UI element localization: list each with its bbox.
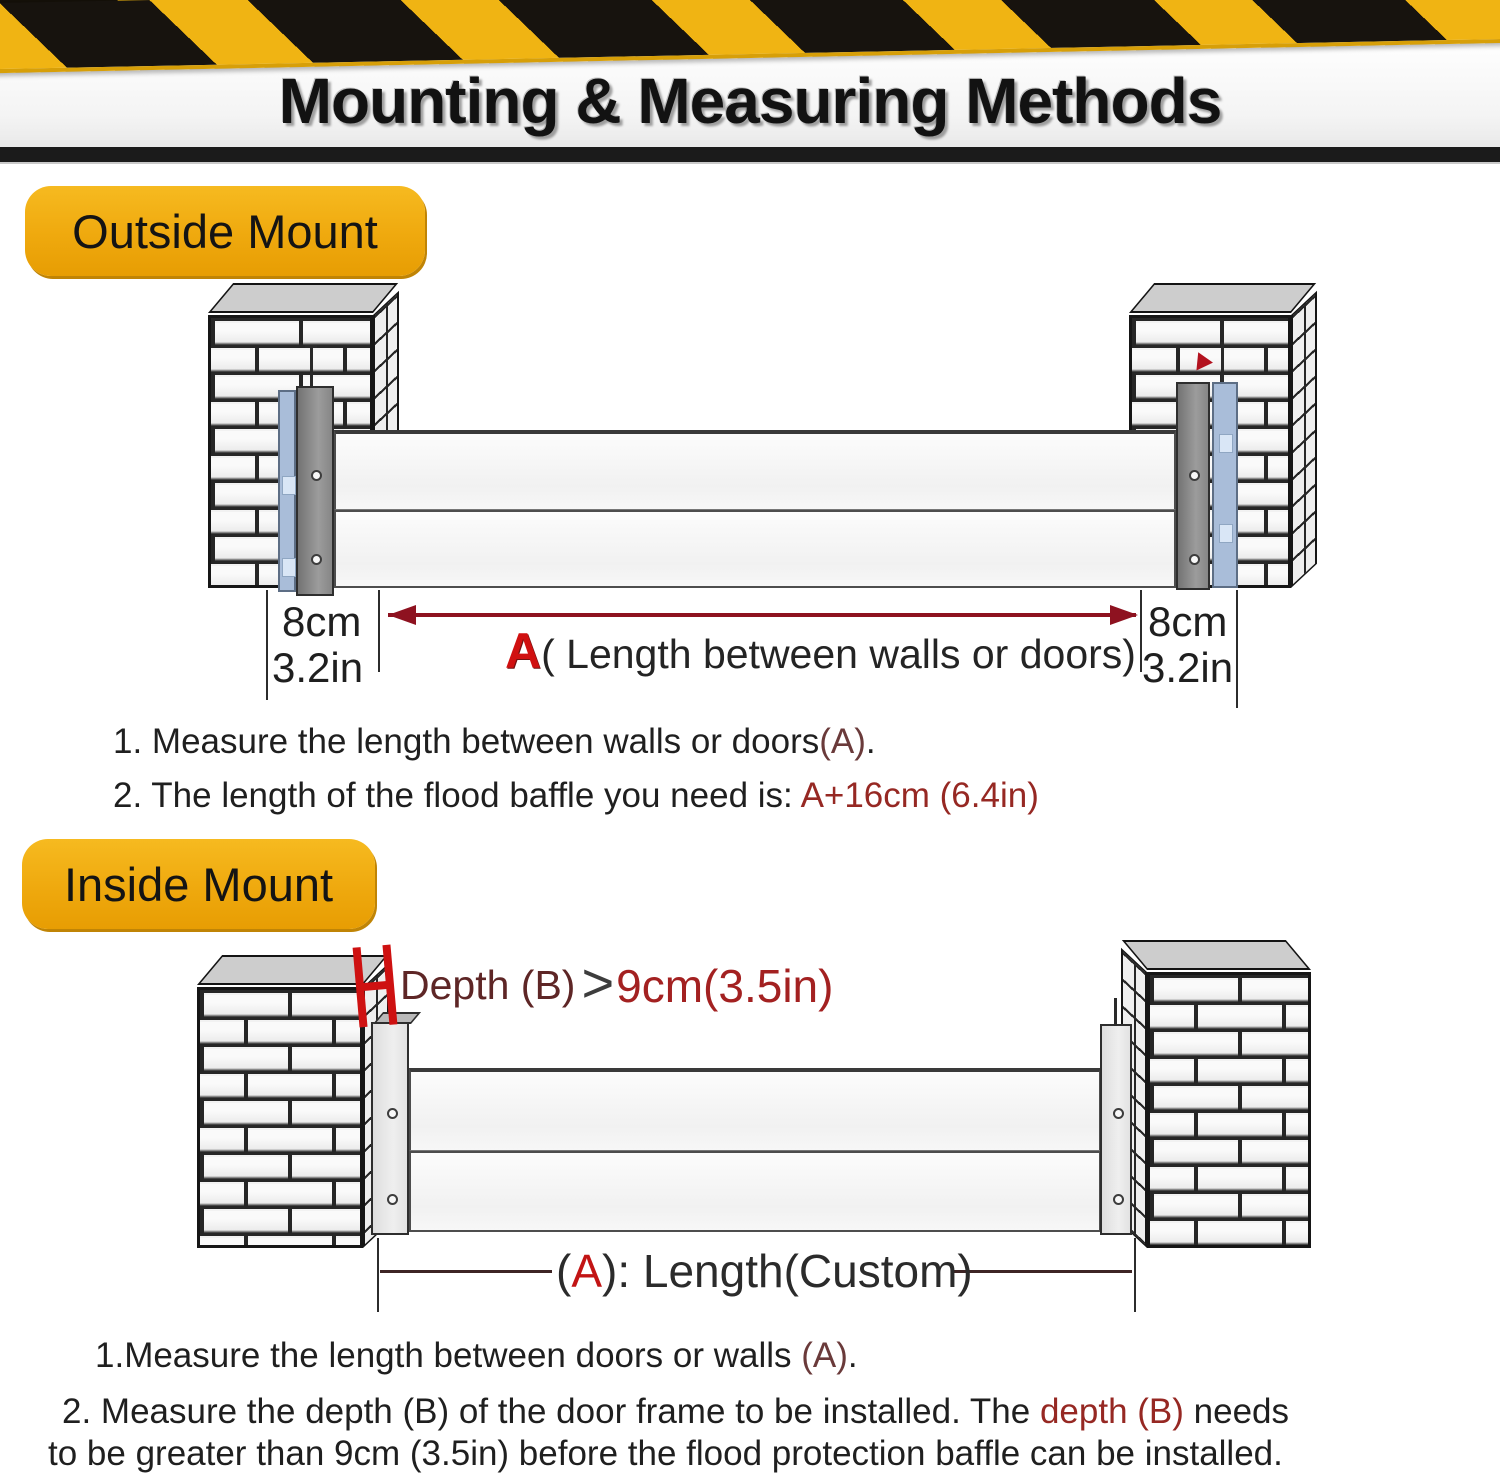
- inside-mount-badge-label: Inside Mount: [63, 857, 334, 911]
- paren: (: [556, 1245, 572, 1297]
- step-text: 2. Measure the depth (B) of the door frame to be installed. The: [62, 1392, 1040, 1431]
- outside-step-1: [113, 722, 876, 762]
- strip-mark: [282, 558, 296, 577]
- length-caption: ): Length(Custom): [602, 1245, 973, 1297]
- step-text: 1.Measure the length between doors or walls: [95, 1336, 802, 1375]
- greater-than-sign: >: [581, 951, 615, 1014]
- page-title: Mounting & Measuring Methods: [278, 65, 1222, 137]
- screw-hole: [1189, 554, 1200, 565]
- screw-hole: [1113, 1194, 1124, 1205]
- outside-mount-badge-label: Outside Mount: [72, 204, 378, 258]
- step-text: 2. The length of the flood baffle you need is:: [113, 776, 801, 815]
- anchor-pin: [1221, 342, 1224, 382]
- mounting-bracket-right: [1176, 382, 1210, 590]
- anchor-pin-cap: [305, 345, 317, 348]
- outside-mount-badge: [25, 186, 425, 276]
- mounting-bracket-inside-left: [371, 1022, 409, 1235]
- step-text: .: [847, 1336, 858, 1375]
- barrier-panel-bottom: [409, 1151, 1101, 1233]
- measure-line: [952, 1270, 1132, 1273]
- step-em: depth (B): [1039, 1392, 1184, 1431]
- step-text: needs: [1183, 1392, 1290, 1431]
- pillar-side-face: [1291, 291, 1317, 588]
- inside-step-1: [95, 1336, 858, 1376]
- measure-tick: [377, 1238, 379, 1312]
- right-width-in: 3.2in: [1142, 644, 1234, 691]
- anchor-pin: [310, 348, 313, 388]
- step-text: 1. Measure the length between walls or doors: [113, 722, 820, 761]
- arrowhead-left-icon: [388, 605, 416, 625]
- seal-strip-left: [278, 390, 296, 592]
- barrier-panel-bottom: [334, 510, 1176, 589]
- strip-mark: [1219, 434, 1233, 453]
- dim-caption: ( Length between walls or doors): [541, 631, 1136, 677]
- measure-tick: [1236, 590, 1238, 708]
- step-em: (A): [819, 722, 866, 761]
- depth-value: 9cm(3.5in): [616, 959, 834, 1012]
- screw-hole: [311, 554, 322, 565]
- pillar-brick-face: [1147, 972, 1311, 1248]
- mounting-bracket-left: [296, 386, 334, 596]
- seal-strip-right: [1212, 382, 1238, 588]
- inside-mount-badge: [22, 839, 375, 929]
- measure-tick: [378, 590, 380, 672]
- barrier-panel-top: [409, 1068, 1101, 1151]
- mounting-bracket-inside-right: [1100, 1024, 1132, 1235]
- screw-hole: [387, 1194, 398, 1205]
- screw-hole: [1189, 470, 1200, 481]
- anchor-pin: [1114, 998, 1117, 1026]
- pillar-brick-face: [197, 987, 363, 1248]
- length-label: [556, 1244, 973, 1298]
- span-label: [505, 622, 1136, 680]
- brick-pillar-inside-right: [1147, 972, 1311, 1248]
- step-em: A+16cm (6.4in): [800, 776, 1039, 815]
- step-em: (A): [801, 1336, 848, 1375]
- right-width-cm: 8cm: [1148, 598, 1228, 645]
- measure-line: [380, 1270, 552, 1273]
- outside-step-2: [113, 776, 1039, 816]
- brick-pillar-inside-left: [197, 987, 363, 1248]
- strip-mark: [1219, 524, 1233, 543]
- screw-hole: [387, 1108, 398, 1119]
- pillar-top-face: [1122, 940, 1311, 970]
- step-text: to be greater than 9cm (3.5in) before the flood protection baffle can be installed.: [48, 1434, 1283, 1473]
- screw-hole: [1113, 1108, 1124, 1119]
- measure-tick: [1134, 1238, 1136, 1312]
- left-width-cm: 8cm: [282, 598, 362, 645]
- flood-barrier: [334, 430, 1176, 588]
- inside-step-2: [62, 1392, 1289, 1432]
- step-text: .: [865, 722, 876, 761]
- measure-tick: [266, 590, 268, 700]
- dim-a-letter: A: [571, 1245, 603, 1297]
- header-divider: [0, 147, 1500, 164]
- barrier-panel-top: [334, 430, 1176, 510]
- dim-a-letter: A: [505, 623, 542, 679]
- span-arrow: [388, 613, 1136, 617]
- depth-pre: Depth (B): [400, 962, 576, 1008]
- strip-mark: [282, 476, 296, 495]
- flood-barrier-inside: [409, 1068, 1101, 1232]
- pillar-top-face: [1129, 283, 1316, 313]
- depth-requirement-label: [400, 950, 833, 1021]
- screw-hole: [311, 470, 322, 481]
- pillar-top-face: [208, 283, 398, 313]
- depth-indicator-icon: [353, 944, 398, 1027]
- inside-step-2-cont: [48, 1434, 1283, 1474]
- left-width-in: 3.2in: [272, 644, 364, 691]
